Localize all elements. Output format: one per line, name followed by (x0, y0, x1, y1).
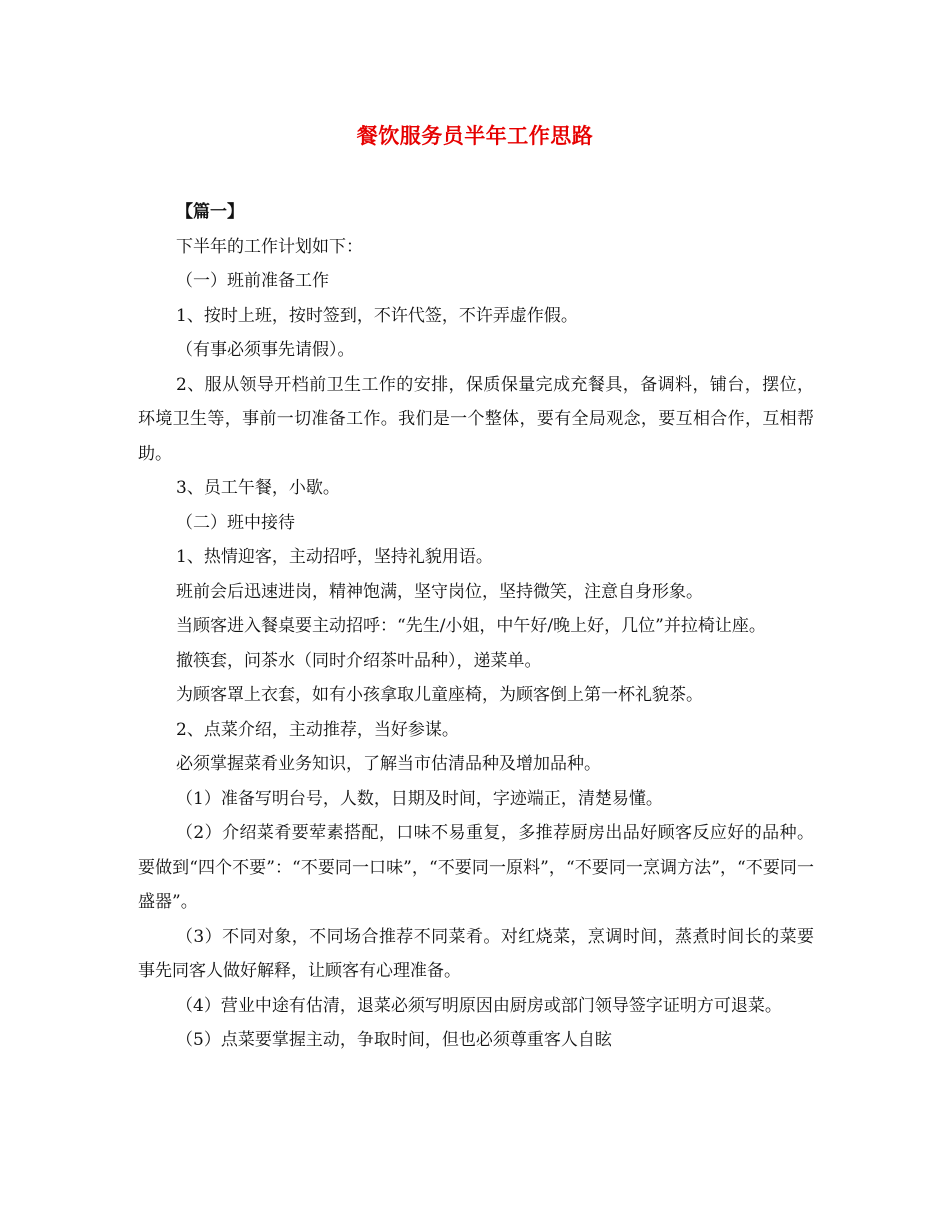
paragraph: （1）准备写明台号，人数，日期及时间，字迹端正，清楚易懂。 (176, 788, 663, 809)
document-body (138, 195, 814, 1058)
paragraph: （有事必须事先请假）。 (176, 340, 355, 360)
paragraph: 3、员工午餐，小歇。 (176, 478, 340, 498)
paragraph: 撤筷套，问茶水（同时介绍茶叶品种），递菜单。 (176, 650, 542, 671)
paragraph: 班前会后迅速进岗，精神饱满，坚守岗位，坚持微笑，注意自身形象。 (176, 581, 703, 602)
paragraph: 必须掌握菜肴业务知识，了解当市估清品种及增加品种。 (176, 754, 601, 774)
paragraph: （5）点菜要掌握主动，争取时间，但也必须尊重客人自眩 (176, 1030, 612, 1050)
paragraph: （一）班前准备工作 (176, 271, 329, 291)
paragraph: 1、按时上班，按时签到，不许代签，不许弄虚作假。 (176, 305, 578, 326)
paragraph: 当顾客进入餐桌要主动招呼：“先生/小姐，中午好/晚上好，几位”并拉椅让座。 (176, 616, 766, 636)
paragraph: 2、点菜介绍，主动推荐，当好参谋。 (176, 719, 459, 740)
paragraph: 下半年的工作计划如下： (176, 236, 363, 257)
paragraph: 2、服从领导开档前卫生工作的安排，保质保量完成充餐具，备调料，铺台，摆位，环境卫生等，事前一切准备工作。我们是一个整体，要有全局观念，要互相合作，互相帮助。 (138, 374, 814, 464)
paragraph: （4）营业中途有估清，退菜必须写明原因由厨房或部门领导签字证明方可退菜。 (176, 995, 782, 1016)
paragraph: （3）不同对象，不同场合推荐不同菜肴。对红烧菜，烹调时间，蒸煮时间长的菜要事先同客人做好解释，让顾客有心理准备。 (138, 926, 814, 981)
paragraph: （二）班中接待 (176, 512, 295, 533)
document-title: 餐饮服务员半年工作思路 (356, 123, 594, 148)
section-label: 【篇一】 (176, 202, 244, 222)
paragraph: 1、热情迎客，主动招呼，坚持礼貌用语。 (176, 547, 493, 567)
paragraph: （2）介绍菜肴要荤素搭配，口味不易重复，多推荐厨房出品好顾客反应好的品种。要做到“四个不要”：“不要同一口味”，“不要同一原料”，“不要同一烹调方法”，“不要同一盛器”。 (138, 823, 814, 912)
paragraph: 为顾客罩上衣套，如有小孩拿取儿童座椅，为顾客倒上第一杯礼貌茶。 (176, 685, 703, 705)
